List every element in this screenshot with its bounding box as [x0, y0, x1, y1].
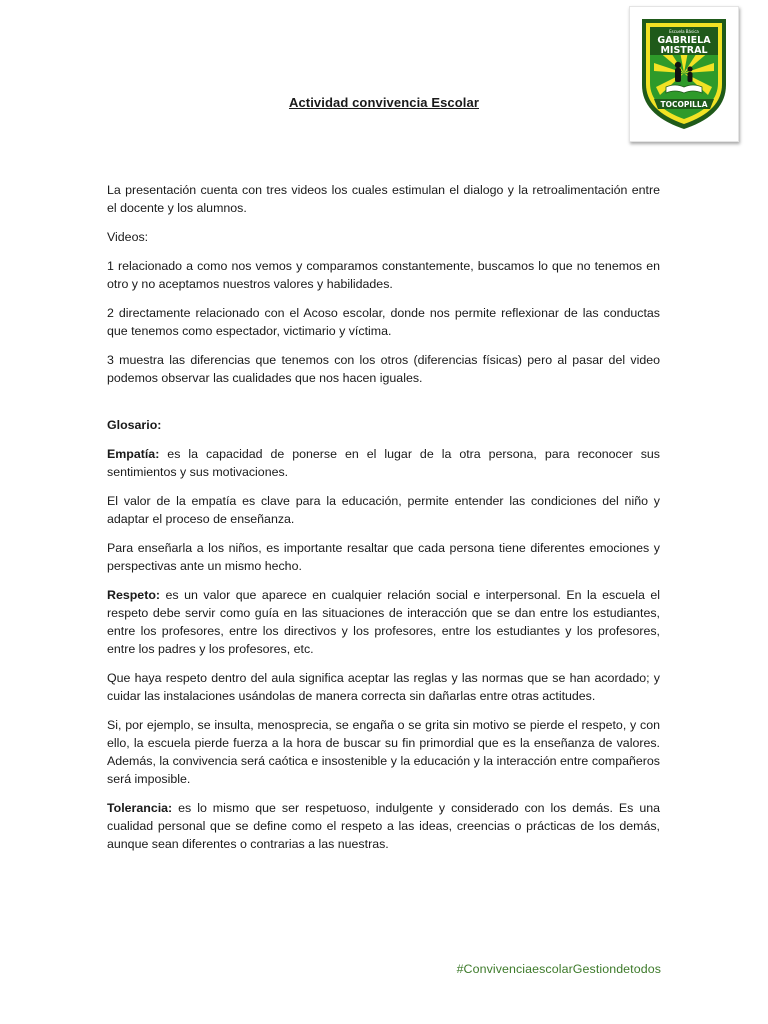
- glossary-heading: Glosario:: [107, 418, 162, 432]
- empatia-definition: Empatía: es la capacidad de ponerse en el lugar de la otra persona, para reconocer sus sentimientos y sus motivaciones.: [107, 447, 660, 479]
- empatia-term: Empatía:: [107, 447, 160, 461]
- document-body: [107, 181, 660, 864]
- svg-text:MISTRAL: MISTRAL: [660, 45, 708, 56]
- respeto-definition: Respeto: es un valor que aparece en cualquier relación social e interpersonal. En la escuela el respeto debe servir como guía en las situaciones de interacción que se dan entre los estudiantes, entre los profesores, entre los directivos y los profesores, entre los estudiantes y los profesores, entre los padres y los profesores, etc.: [107, 588, 660, 656]
- svg-text:TOCOPILLA: TOCOPILLA: [660, 100, 708, 109]
- video-item-2: 2 directamente relacionado con el Acoso escolar, donde nos permite reflexionar de las conductas que tenemos como espectador, victimario y víctima.: [107, 306, 660, 338]
- intro-paragraph: La presentación cuenta con tres videos los cuales estimulan el dialogo y la retroalimentación entre el docente y los alumnos.: [107, 183, 660, 215]
- school-crest-icon: [638, 15, 730, 133]
- svg-text:GABRIELA: GABRIELA: [657, 35, 711, 46]
- school-logo: [629, 6, 739, 142]
- video-item-3: 3 muestra las diferencias que tenemos con los otros (diferencias físicas) pero al pasar del video podemos observar las cualidades que nos hacen iguales.: [107, 353, 660, 385]
- video-item-1: 1 relacionado a como nos vemos y comparamos constantemente, buscamos lo que no tenemos en otro y no aceptamos nuestros valores y habilidades.: [107, 259, 660, 291]
- document-title: Actividad convivencia Escolar: [288, 95, 480, 110]
- hashtag-footer: #ConvivenciaescolarGestiondetodos: [456, 962, 661, 976]
- respeto-paragraph-2: Que haya respeto dentro del aula significa aceptar las reglas y las normas que se han acordado; y cuidar las instalaciones usándolas de manera correcta sin dañarlas entre otras actitudes.: [107, 671, 660, 703]
- tolerancia-term: Tolerancia:: [107, 801, 173, 815]
- tolerancia-definition: Tolerancia: es lo mismo que ser respetuoso, indulgente y considerado con los demás. Es una cualidad personal que se define como el respeto a las ideas, creencias o prácticas de los demás, aunque sean diferentes o contrarias a las nuestras.: [107, 801, 660, 851]
- videos-heading: Videos:: [107, 230, 149, 244]
- empatia-paragraph-3: Para enseñarla a los niños, es importante resaltar que cada persona tiene diferentes emociones y perspectivas ante un mismo hecho.: [107, 541, 660, 573]
- svg-text:Escuela Básica: Escuela Básica: [669, 29, 699, 34]
- respeto-term: Respeto:: [107, 588, 161, 602]
- respeto-paragraph-3: Si, por ejemplo, se insulta, menosprecia, se engaña o se grita sin motivo se pierde el respeto, y con ello, la escuela pierde fuerza a la hora de buscar su fin primordial que es la enseñanza de valores. Además, la convivencia será caótica e insostenible y la educación y la interacción entre compañeros será imposible.: [107, 718, 660, 786]
- empatia-paragraph-2: El valor de la empatía es clave para la educación, permite entender las condiciones del niño y adaptar el proceso de enseñanza.: [107, 494, 660, 526]
